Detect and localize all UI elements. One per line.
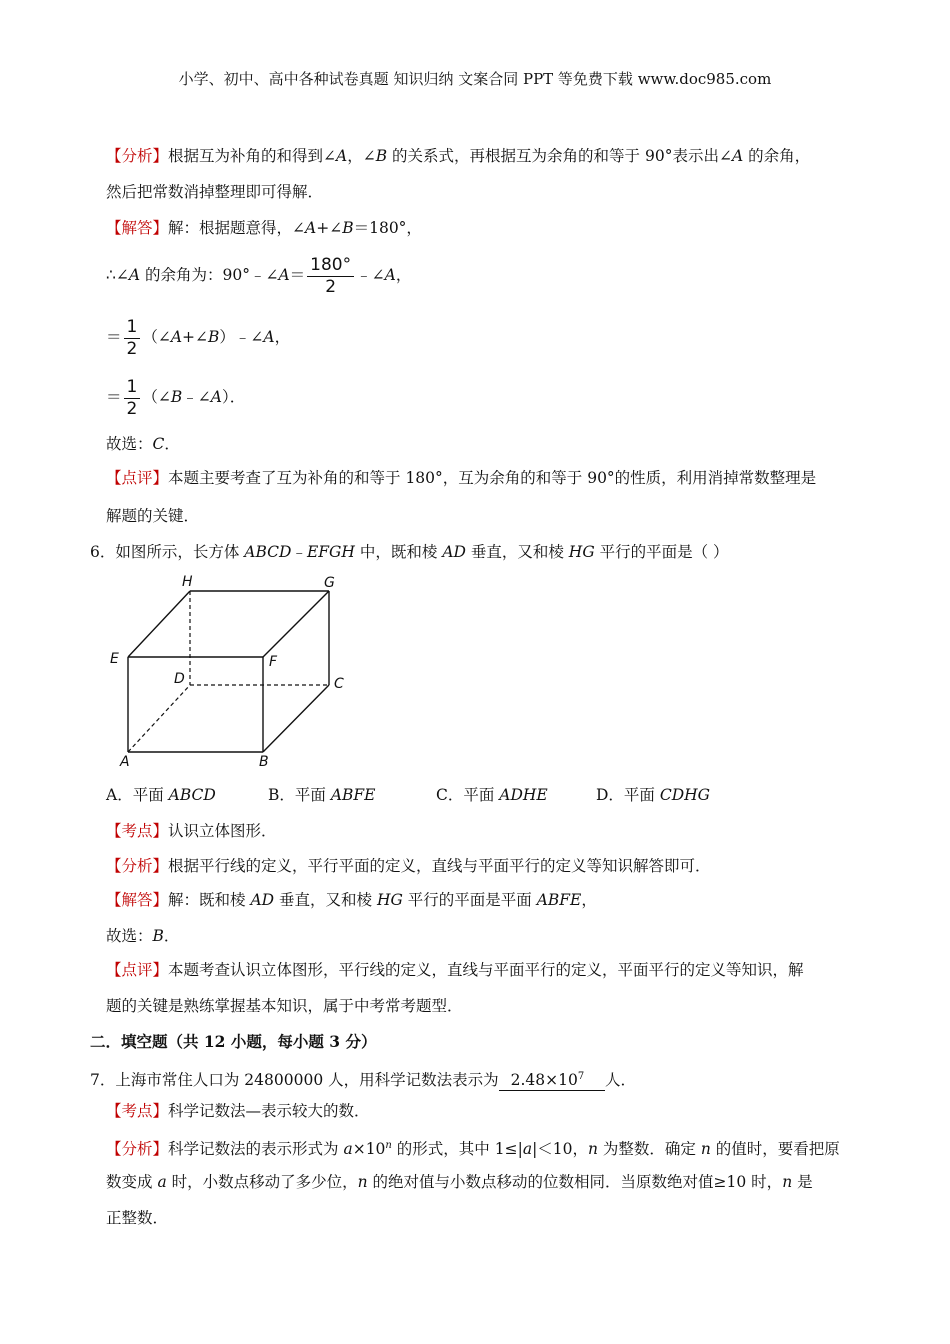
q7-stem: 7．上海市常住人口为 24800000 人，用科学记数法表示为 $2.48\times 10^7$ 人．	[90, 1067, 636, 1091]
q5-step1: ∴∠A 的余角为：90°﹣∠A＝ $\frac{180^\circ}{2}$ ﹣∠A，	[106, 254, 412, 297]
q6-choice: 故选：B．	[106, 927, 180, 945]
q6-option-a[interactable]: A．平面 ABCD	[106, 786, 216, 804]
cuboid-figure	[106, 570, 356, 770]
vertex-label-D: D	[174, 671, 185, 687]
vertex-label-H: H	[182, 574, 193, 590]
edge-BC	[263, 685, 329, 752]
fraction-one-half: $\frac{1}{2}$	[124, 377, 141, 420]
review-tag: 【点评】	[106, 469, 169, 487]
q7-analysis-line2: 数变成 a 时，小数点移动了多少位，n 的绝对值与小数点移动的位数相同．当原数绝对值≥10 时，n 是	[106, 1173, 813, 1191]
page-header: 小学、初中、高中各种试卷真题 知识归纳 文案合同 PPT 等免费下载 www.doc985.com	[178, 70, 772, 88]
answer-tag: 【解答】	[106, 219, 169, 237]
q5-review-line1: 【点评】本题主要考查了互为补角的和等于 180°，互为余角的和等于 90°的性质，利用消掉常数整理是	[106, 469, 817, 487]
q7-analysis-line1: 【分析】科学记数法的表示形式为 $a\times 10^n$ 的形式，其中 1≤|a|＜10，n 为整数．确定 n 的值时，要看把原	[106, 1140, 840, 1159]
edge-EH	[128, 591, 190, 657]
q5-analysis-line1: 【分析】根据互为补角的和得到∠A，∠B 的关系式，再根据互为余角的和等于 90°表示出∠A 的余角，	[106, 147, 811, 165]
q6-option-b[interactable]: B．平面 ABFE	[268, 786, 376, 804]
fraction-180-over-2: $\frac{180^\circ}{2}$	[307, 255, 354, 298]
edge-AD-hidden	[128, 685, 190, 752]
q5-answer-line1: 【解答】解：根据题意得，∠A+∠B＝180°，	[106, 219, 422, 237]
q7-analysis-line3: 正整数．	[106, 1209, 169, 1227]
vertex-label-A: A	[120, 754, 130, 770]
q6-stem: 6．如图所示，长方体 ABCD﹣EFGH 中，既和棱 AD 垂直，又和棱 HG 平行的平面是（ ）	[90, 543, 729, 561]
vertex-label-F: F	[269, 654, 278, 670]
q5-analysis-line2: 然后把常数消掉整理即可得解．	[106, 183, 324, 201]
answer-tag: 【解答】	[106, 891, 169, 909]
kaodian-tag: 【考点】	[106, 822, 169, 840]
vertex-label-G: G	[324, 575, 335, 591]
q5-review-line2: 解题的关键．	[106, 507, 200, 525]
q5-step3: ＝ $\frac{1}{2}$ （∠B﹣∠A）．	[106, 376, 246, 419]
vertex-label-C: C	[334, 676, 344, 692]
analysis-tag: 【分析】	[106, 1140, 169, 1159]
q6-option-d[interactable]: D．平面 CDHG	[596, 786, 711, 804]
kaodian-tag: 【考点】	[106, 1102, 169, 1120]
fraction-one-half: $\frac{1}{2}$	[124, 317, 141, 360]
analysis-tag: 【分析】	[106, 857, 169, 875]
vertex-label-B: B	[259, 754, 269, 770]
q5-step2: ＝ $\frac{1}{2}$ （∠A+∠B）﹣∠A，	[106, 316, 291, 359]
vertex-label-E: E	[110, 651, 119, 667]
q6-analysis: 【分析】根据平行线的定义，平行平面的定义，直线与平面平行的定义等知识解答即可．	[106, 857, 711, 875]
q6-review-line1: 【点评】本题考查认识立体图形，平行线的定义，直线与平面平行的定义，平面平行的定义等知识，解	[106, 961, 804, 979]
q7-answer-blank[interactable]: $2.48\times 10^7$	[499, 1067, 605, 1091]
section-heading: 二．填空题（共 12 小题，每小题 3 分）	[90, 1032, 377, 1051]
q6-option-c[interactable]: C．平面 ADHE	[436, 786, 548, 804]
analysis-tag: 【分析】	[106, 147, 169, 165]
q5-choice: 故选：C．	[106, 435, 180, 453]
review-tag: 【点评】	[106, 961, 169, 979]
edge-FG	[263, 591, 329, 657]
q6-review-line2: 题的关键是熟练掌握基本知识，属于中考常考题型．	[106, 997, 463, 1015]
q6-answer: 【解答】解：既和棱 AD 垂直，又和棱 HG 平行的平面是平面 ABFE，	[106, 891, 597, 909]
q7-kaodian: 【考点】科学记数法—表示较大的数．	[106, 1102, 370, 1120]
q6-kaodian: 【考点】认识立体图形．	[106, 822, 277, 840]
